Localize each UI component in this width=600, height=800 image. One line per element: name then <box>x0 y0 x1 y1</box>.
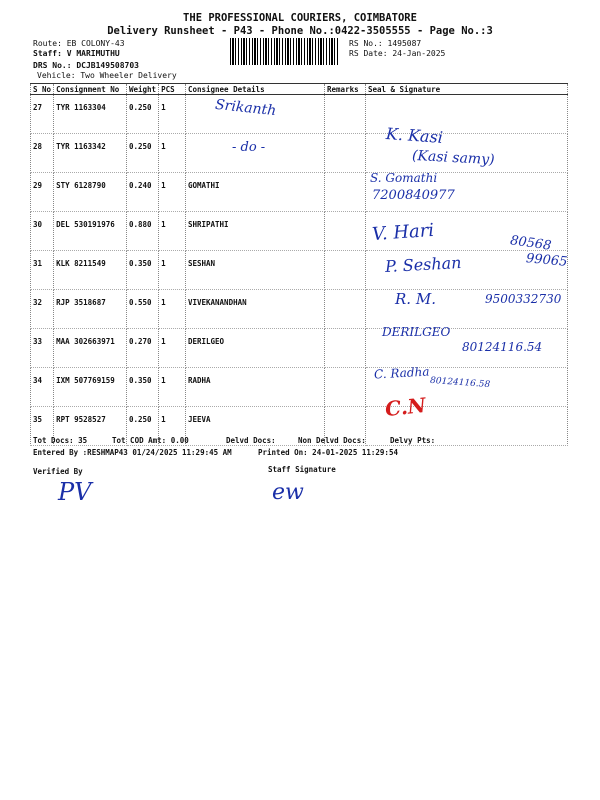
col-sno: S No <box>31 84 54 95</box>
handwritten-signature: V. Hari <box>371 219 435 246</box>
consignment-cell: TYR 1163304 <box>54 95 127 134</box>
sno-cell: 35 <box>31 407 54 446</box>
handwritten-name: DERILGEO <box>382 325 451 339</box>
verified-signature: PV <box>58 478 92 506</box>
pcs-cell: 1 <box>159 212 186 251</box>
remarks-cell <box>325 173 366 212</box>
col-consignment: Consignment No <box>54 84 127 95</box>
pcs-cell: 1 <box>159 368 186 407</box>
weight-cell: 0.550 <box>126 290 158 329</box>
col-pcs: PCS <box>159 84 186 95</box>
remarks-cell <box>325 329 366 368</box>
sno-cell: 28 <box>31 134 54 173</box>
consignee-cell: SHRIPATHI <box>185 212 324 251</box>
col-consignee: Consignee Details <box>185 84 324 95</box>
consignment-cell: TYR 1163342 <box>54 134 127 173</box>
delivered-docs: Delvd Docs: <box>226 436 276 445</box>
pcs-cell: 1 <box>159 290 186 329</box>
sno-cell: 33 <box>31 329 54 368</box>
weight-cell: 0.240 <box>126 173 158 212</box>
consignment-cell: RPT 9528527 <box>54 407 127 446</box>
consignment-cell: DEL 530191976 <box>54 212 127 251</box>
handwritten-name: Srikanth <box>214 96 277 120</box>
weight-cell: 0.250 <box>126 134 158 173</box>
sno-cell: 32 <box>31 290 54 329</box>
table-row <box>31 212 568 251</box>
sno-cell: 34 <box>31 368 54 407</box>
runsheet-title: Delivery Runsheet - P43 - Phone No.:0422-3505555 - Page No.:3 <box>107 25 493 37</box>
handwritten-name: S. Gomathi <box>370 171 438 185</box>
drs-number: DRS No.: DCJB149508703 <box>33 61 139 70</box>
handwritten-number: 80568 <box>509 233 553 254</box>
handwritten-number: 99065 <box>525 251 568 270</box>
route-label: Route: EB COLONY-43 <box>33 39 125 48</box>
consignee-cell: DERILGEO <box>185 329 324 368</box>
total-docs: Tot Docs: 35 <box>33 436 88 445</box>
pcs-cell: 1 <box>159 407 186 446</box>
consignee-cell: VIVEKANANDHAN <box>185 290 324 329</box>
rs-number: RS No.: 1495087 <box>349 39 422 48</box>
sno-cell: 29 <box>31 173 54 212</box>
table-row <box>31 173 568 212</box>
col-remarks: Remarks <box>325 84 366 95</box>
sno-cell: 31 <box>31 251 54 290</box>
barcode <box>230 38 340 65</box>
weight-cell: 0.250 <box>126 407 158 446</box>
handwritten-name: C. Radha <box>373 364 430 382</box>
consignee-cell: RADHA <box>185 368 324 407</box>
vehicle-label: Vehicle: Two Wheeler Delivery <box>37 71 177 80</box>
handwritten-signature: P. Seshan <box>384 253 462 276</box>
col-seal-signature: Seal & Signature <box>365 84 567 95</box>
handwritten-mark: C.N <box>383 392 427 422</box>
pcs-cell: 1 <box>159 329 186 368</box>
consignee-cell: JEEVA <box>185 407 324 446</box>
handwritten-signature: R. M. <box>395 290 436 308</box>
weight-cell: 0.880 <box>126 212 158 251</box>
staff-signature: ew <box>272 480 304 505</box>
pcs-cell: 1 <box>159 251 186 290</box>
non-delivered-docs: Non Delvd Docs: <box>298 436 366 445</box>
handwritten-phone: 7200840977 <box>372 188 455 203</box>
weight-cell: 0.270 <box>126 329 158 368</box>
consignee-cell: GOMATHI <box>185 173 324 212</box>
delivery-points: Delvy Pts: <box>390 436 436 445</box>
sno-cell: 27 <box>31 95 54 134</box>
rs-date: RS Date: 24-Jan-2025 <box>349 49 446 58</box>
remarks-cell <box>325 251 366 290</box>
handwritten-phone: 9500332730 <box>485 292 562 306</box>
remarks-cell <box>325 95 366 134</box>
total-cod: Tot COD Amt: 0.00 <box>112 436 189 445</box>
consignment-cell: IXM 507769159 <box>54 368 127 407</box>
delivery-table <box>30 83 568 446</box>
remarks-cell <box>325 134 366 173</box>
handwritten-signature: K. Kasi <box>385 124 444 147</box>
company-name: THE PROFESSIONAL COURIERS, COIMBATORE <box>183 12 417 24</box>
remarks-cell <box>325 368 366 407</box>
handwritten-ditto: - do - <box>232 140 266 155</box>
table-row <box>31 251 568 290</box>
col-weight: Weight <box>126 84 158 95</box>
remarks-cell <box>325 290 366 329</box>
table-row <box>31 95 568 134</box>
entered-by: Entered By :RESHMAP43 01/24/2025 11:29:45 AM <box>33 448 232 457</box>
sno-cell: 30 <box>31 212 54 251</box>
verified-by-label: Verified By <box>33 467 83 476</box>
handwritten-number: 80124116.58 <box>429 375 491 391</box>
pcs-cell: 1 <box>159 95 186 134</box>
staff-label: Staff: V MARIMUTHU <box>33 49 120 58</box>
consignment-cell: RJP 3518687 <box>54 290 127 329</box>
weight-cell: 0.350 <box>126 251 158 290</box>
remarks-cell <box>325 212 366 251</box>
consignment-cell: MAA 302663971 <box>54 329 127 368</box>
handwritten-name: (Kasi samy) <box>411 147 495 169</box>
staff-signature-label: Staff Signature <box>268 465 336 474</box>
consignment-cell: KLK 8211549 <box>54 251 127 290</box>
weight-cell: 0.250 <box>126 95 158 134</box>
printed-on: Printed On: 24-01-2025 11:29:54 <box>258 448 398 457</box>
pcs-cell: 1 <box>159 134 186 173</box>
table-header-row <box>31 84 568 95</box>
consignment-cell: STY 6128790 <box>54 173 127 212</box>
weight-cell: 0.350 <box>126 368 158 407</box>
consignee-cell: SESHAN <box>185 251 324 290</box>
handwritten-number: 80124116.54 <box>462 340 543 354</box>
pcs-cell: 1 <box>159 173 186 212</box>
